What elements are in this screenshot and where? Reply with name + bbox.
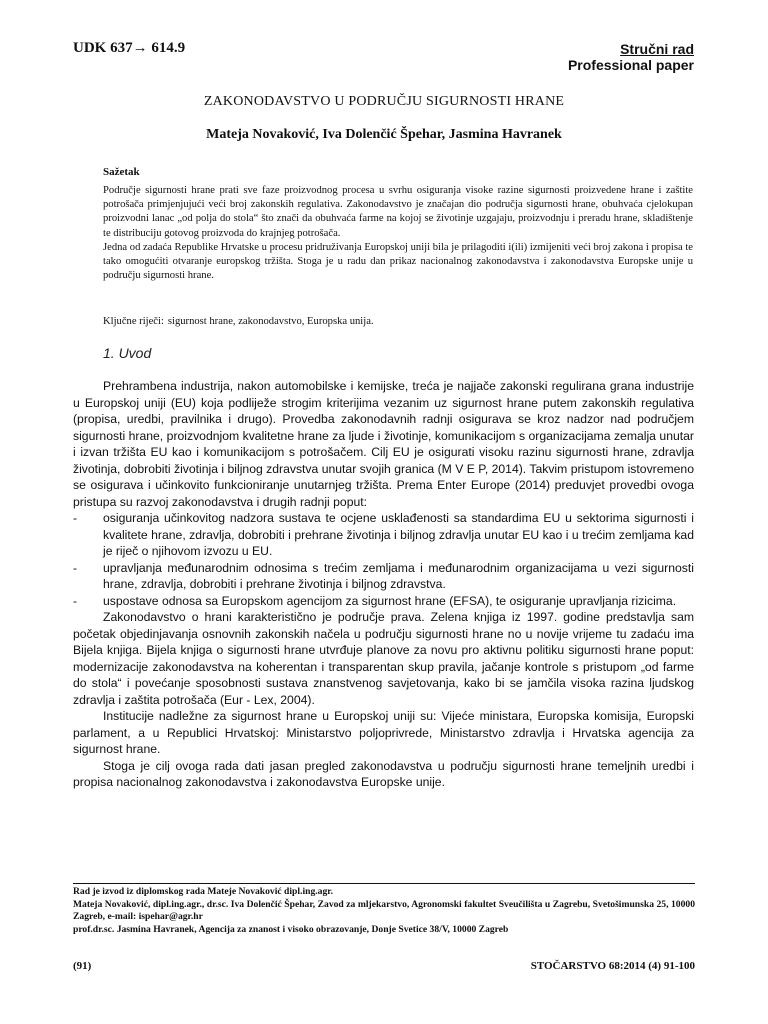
journal-citation: STOČARSTVO 68:2014 (4) 91-100 [530,960,695,972]
paper-type-en: Professional paper [567,57,694,73]
body-paragraph: Prehrambena industrija, nakon automobilske i kemijske, treća je najjače zakonski regulirana grana industrije u Europskoj uniji (EU) koja podliježe strogim kriterijima vezanim uz sigurnost hrane putem zakonskih regulativa (propisa, uredbi, pravilnika i drugo). Provedba zakonodavnih radnji osigurava se kroz nadzor nad područjem sigurnosti hrane, proizvodnjom kvalitetne hrane za ljude i životinje, komunikacijom s organizacijama zemalja unutar i izvan tržišta EU kao i komunikacijom s potrošačem. Cilj EU je osigurati visoku razinu sigurnosti hrane, zdravlja životinja, dobrobiti životinja i biljnog zdravstva unutar svojih granica (M V E P, 2014). Takvim pristupom istovremeno se osigurava i učinkovito funkcioniranje unutarnjeg tržišta. Prema Enter Europe (2014) preduvjet provedbi ovoga pristupa su razvoj zakonodavstva i drugih radnji poput: [73,379,694,509]
list-item [73,510,694,560]
bullet-dash: - [73,560,78,575]
list-item [73,593,694,610]
bullet-list [73,510,694,609]
body-paragraph: Stoga je cilj ovoga rada dati jasan pregled zakonodavstva u području sigurnosti hrane temeljnih uredbi i propisa nacionalnog zakonodavstva i zakonodavstva Europske unije. [73,758,694,789]
bullet-dash: - [73,511,78,525]
keywords-label: Ključne riječi: [103,316,164,327]
abstract-paragraph: Jedna od zadaća Republike Hrvatske u procesu pridruživanja Europskoj uniji bila je prilagoditi i(ili) izmijeniti veći broj zakona i propisa te tako omogućiti otvaranje europskog tržišta. Stoga je u radu dan prikaz nacionalnog zakonodavstva i zakonodavstva Europske unije u području sigurnosti hrane. [103,241,693,282]
keywords [103,316,374,327]
abstract-paragraph: Područje sigurnosti hrane prati sve faze proizvodnog procesa u svrhu osiguranja visoke razine sigurnosti proizvedene hrane i zaštite potrošača primjenjujući veći broj zakonskih regulativa. Zakonodavstvo je značajan dio područja sigurnosti hrane, obuhvaća cjelokupan proizvodni lanac „od polja do stola“ što znači da obuhvaća farme na kojoj se životinje uzgajaju, proizvodnju i preradu hrane, skladištenje te distribuciju gotovog proizvoda do krajnjeg potrošača. [103,185,693,239]
body-text [73,378,694,791]
list-item-text: uspostave odnosa sa Europskom agencijom za sigurnost hrane (EFSA), te osiguranje upravljanja rizicima. [103,593,677,608]
list-item [73,560,694,593]
section-heading: 1. Uvod [103,345,152,361]
footnote: Mateja Novaković, dipl.ing.agr., dr.sc. Iva Dolenčić Špehar, Zavod za mljekarstvo, Agronomski fakultet Sveučilišta u Zagrebu, Svetošimunska 25, 10000 Zagreb, e-mail: ispehar@agr.hr [73,898,695,922]
list-item-text: osiguranja učinkovitog nadzora sustava te ocjene usklađenosti sa standardima EU u sektorima sigurnosti i kvalitete hrane, zdravlja, dobrobiti i prehrane životinja i biljnog zdravlja unutar EU kao i u trećim zemljama kad je riječ o njihovom izvozu u EU. [103,511,694,558]
bullet-dash: - [73,593,78,608]
paper-type-hr: Stručni rad [620,41,694,57]
footnote: Rad je izvod iz diplomskog rada Mateje Novaković dipl.ing.agr. [73,886,334,897]
footnote: prof.dr.sc. Jasmina Havranek, Agencija za znanost i visoko obrazovanje, Donje Svetice 38/V, 10000 Zagreb [73,923,509,935]
list-item-text: upravljanja međunarodnim odnosima s trećim zemljama i međunarodnim organizacijama u vezi sigurnosti hrane, zdravlja, dobrobiti i prehrane životinja i biljnog zdravstva. [103,560,694,591]
paper-authors: Mateja Novaković, Iva Dolenčić Špehar, Jasmina Havranek [206,127,562,142]
abstract [103,184,693,283]
paper-title: ZAKONODAVSTVO U PODRUČJU SIGURNOSTI HRANE [203,94,565,109]
keywords-text: sigurnost hrane, zakonodavstvo, Europska unija. [167,316,374,327]
abstract-heading: Sažetak [103,166,140,178]
udk-code: UDK 637→ 614.9 [73,40,186,56]
body-paragraph: Institucije nadležne za sigurnost hrane u Europskoj uniji su: Vijeće ministara, Europska komisija, Europski parlament, a u Republici Hrvatskoj: Ministarstvo poljoprivrede, Ministarstvo zdravlja i Hrvatska agencija za sigurnost hrane. [73,709,694,756]
body-paragraph: Zakonodavstvo o hrani karakteristično je područje prava. Zelena knjiga iz 1997. godine predstavlja sam početak objedinjavanja osnovnih zakonskih načela u području sigurnosti hrane no u novije vrijeme tu zadaću ima Bijela knjiga. Bijela knjiga o sigurnosti hrane utvrđuje planove za novu pro aktivnu politiku sigurnosti hrane poput: modernizacije zakonodavstva na koherentan i transparentan skup pravila, jačanje kontrole s pristupom „od farme do stola“ i povećanje sposobnosti sustava znanstvenog savjetovanja, kako bi se jamčila visoka razina ljudskog zdravlja i zaštita potrošača (Eur - Lex, 2004). [73,610,694,707]
footnotes [73,886,695,936]
page-number: (91) [73,960,92,972]
footnote-divider [73,883,695,884]
